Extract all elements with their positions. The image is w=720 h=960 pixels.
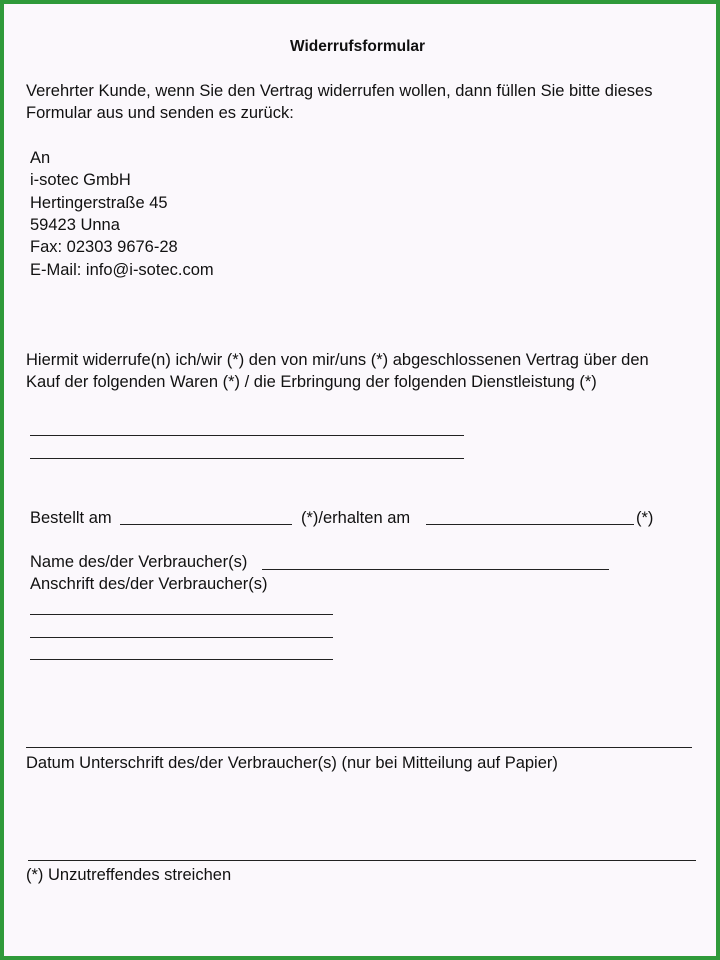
address-line: E-Mail: info@i-sotec.com <box>30 261 214 279</box>
declaration-line-2: Kauf der folgenden Waren (*) / die Erbringung der folgenden Dienstleistung (*) <box>26 373 597 391</box>
footnote: (*) Unzutreffendes streichen <box>26 866 232 884</box>
address-line: Fax: 02303 9676-28 <box>30 238 178 256</box>
received-label: (*)/erhalten am <box>301 509 411 527</box>
received-suffix: (*) <box>636 509 654 527</box>
ordered-label: Bestellt am <box>30 509 112 527</box>
address-line: Hertingerstraße 45 <box>30 194 168 212</box>
consumer-name-line[interactable] <box>262 569 609 570</box>
address-line: 59423 Unna <box>30 216 120 234</box>
consumer-name-label: Name des/der Verbraucher(s) <box>30 553 248 571</box>
intro-line-2: Formular aus und senden es zurück: <box>26 104 294 122</box>
address-line: i-sotec GmbH <box>30 171 131 189</box>
footnote-divider <box>28 860 696 861</box>
declaration-line-1: Hiermit widerrufe(n) ich/wir (*) den von mir/uns (*) abgeschlossenen Vertrag über den <box>26 351 649 369</box>
received-date-line[interactable] <box>426 524 634 525</box>
goods-fill-line[interactable] <box>30 435 464 436</box>
page-title: Widerrufsformular <box>290 38 426 55</box>
ordered-date-line[interactable] <box>120 524 292 525</box>
consumer-address-label: Anschrift des/der Verbraucher(s) <box>30 575 268 593</box>
goods-fill-line[interactable] <box>30 458 464 459</box>
intro-line-1: Verehrter Kunde, wenn Sie den Vertrag widerrufen wollen, dann füllen Sie bitte dieses <box>26 82 653 100</box>
consumer-address-line[interactable] <box>30 637 333 638</box>
signature-line[interactable] <box>26 747 692 748</box>
consumer-address-line[interactable] <box>30 659 333 660</box>
consumer-address-line[interactable] <box>30 614 333 615</box>
address-line: An <box>30 149 51 167</box>
signature-caption: Datum Unterschrift des/der Verbraucher(s) (nur bei Mitteilung auf Papier) <box>26 754 558 772</box>
